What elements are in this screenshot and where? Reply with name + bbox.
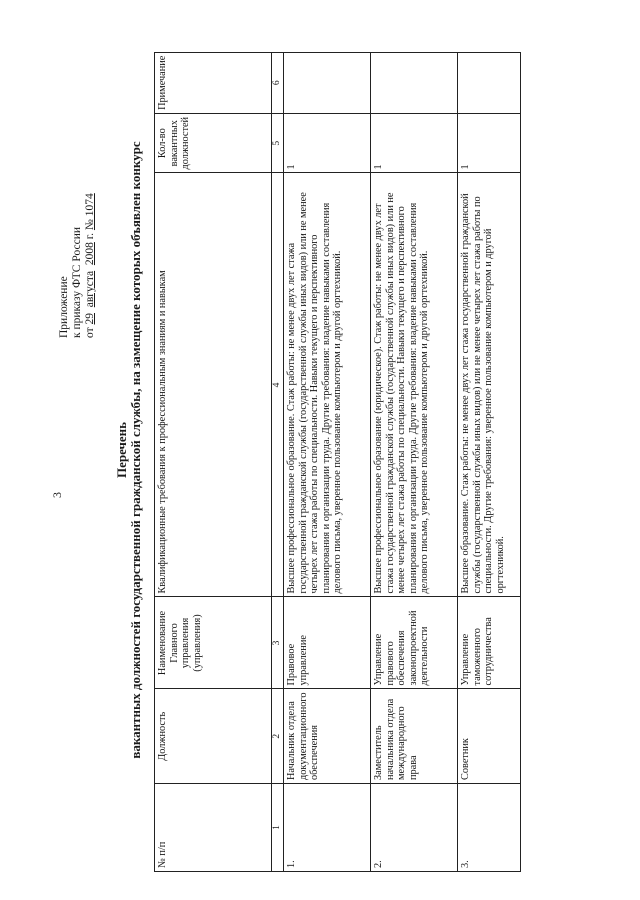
row-num: 1.	[284, 784, 371, 872]
document-subtitle: вакантных должностей государственной гражданской службы, на замещение которых объявлен конкурс	[128, 141, 143, 759]
header-num: № п/п	[155, 784, 272, 872]
document-title: Перечень	[114, 421, 129, 479]
row-num: 2.	[371, 784, 458, 872]
date-day: 29	[84, 313, 96, 325]
page-number: 3	[50, 492, 64, 498]
header-notes: Примечание	[155, 52, 272, 113]
column-number: 3	[272, 597, 284, 689]
row-position: Советник	[458, 689, 521, 784]
appendix-title: Приложение	[58, 276, 70, 338]
row-num: 3.	[458, 784, 521, 872]
table-row	[284, 52, 371, 871]
row-department: Управление правового обеспечения законопроектной деятельности	[371, 597, 458, 689]
table-row	[458, 52, 521, 871]
header-requirements: Квалификационные требования к профессиональным знаниям и навыкам	[155, 173, 272, 597]
row-vacancies: 1	[458, 113, 521, 173]
column-number: 2	[272, 689, 284, 784]
column-numbers-row	[272, 52, 284, 871]
row-requirements: Высшее образование. Стаж работы: не менее двух лет стажа государственной гражданской службы (государственной службы иных видов) или не менее четырех лет стажа работы по специальности. Другие требования: уверенное пользование компьютером и другой оргтехникой.	[458, 173, 521, 597]
header-position: Должность	[155, 689, 272, 784]
date-month: августа	[84, 270, 96, 308]
row-requirements: Высшее профессиональное образование (юридическое). Стаж работы: не менее двух лет стажа государственной гражданской службы (государственной службы иных видов) или не менее четырех лет стажа работы по специальности. Навыки текущего и перспективного планирования и организации труда. Другие требования: владение навыками составления делового письма, уверенное пользование компьютером и другой оргтехникой.	[371, 173, 458, 597]
column-number: 6	[272, 52, 284, 113]
appendix-date-line	[84, 193, 97, 338]
row-department: Правовое управление	[284, 597, 371, 689]
row-notes	[458, 52, 521, 113]
header-vacancies: Кол-во вакантных должностей	[155, 113, 272, 173]
date-prefix: от	[84, 324, 96, 338]
column-number: 4	[272, 173, 284, 597]
row-position: Заместитель начальника отдела международного права	[371, 689, 458, 784]
row-vacancies: 1	[371, 113, 458, 173]
row-position: Начальник отдела документационного обеспечения	[284, 689, 371, 784]
vacancies-table	[154, 52, 521, 872]
header-department: Наименование Главного управления (управления)	[155, 597, 272, 689]
appendix-block	[58, 193, 97, 338]
order-number: № 1074	[84, 193, 96, 231]
column-number: 5	[272, 113, 284, 173]
row-vacancies: 1	[284, 113, 371, 173]
row-department: Управление таможенного сотрудничества	[458, 597, 521, 689]
row-notes	[371, 52, 458, 113]
row-requirements: Высшее профессиональное образование. Стаж работы: не менее двух лет стажа государственной гражданской службы (государственной службы иных видов) или не менее четырех лет стажа работы по специальности. Навыки текущего и перспективного планирования и организации труда. Другие требования: владение навыками составления делового письма, уверенное пользование компьютером и другой оргтехникой.	[284, 173, 371, 597]
table-row	[371, 52, 458, 871]
header-row	[155, 52, 272, 871]
row-notes	[284, 52, 371, 113]
date-year: 2008	[84, 242, 96, 266]
appendix-order-ref: к приказу ФТС России	[71, 227, 83, 338]
date-suffix: г.	[84, 230, 96, 243]
column-number: 1	[272, 784, 284, 872]
